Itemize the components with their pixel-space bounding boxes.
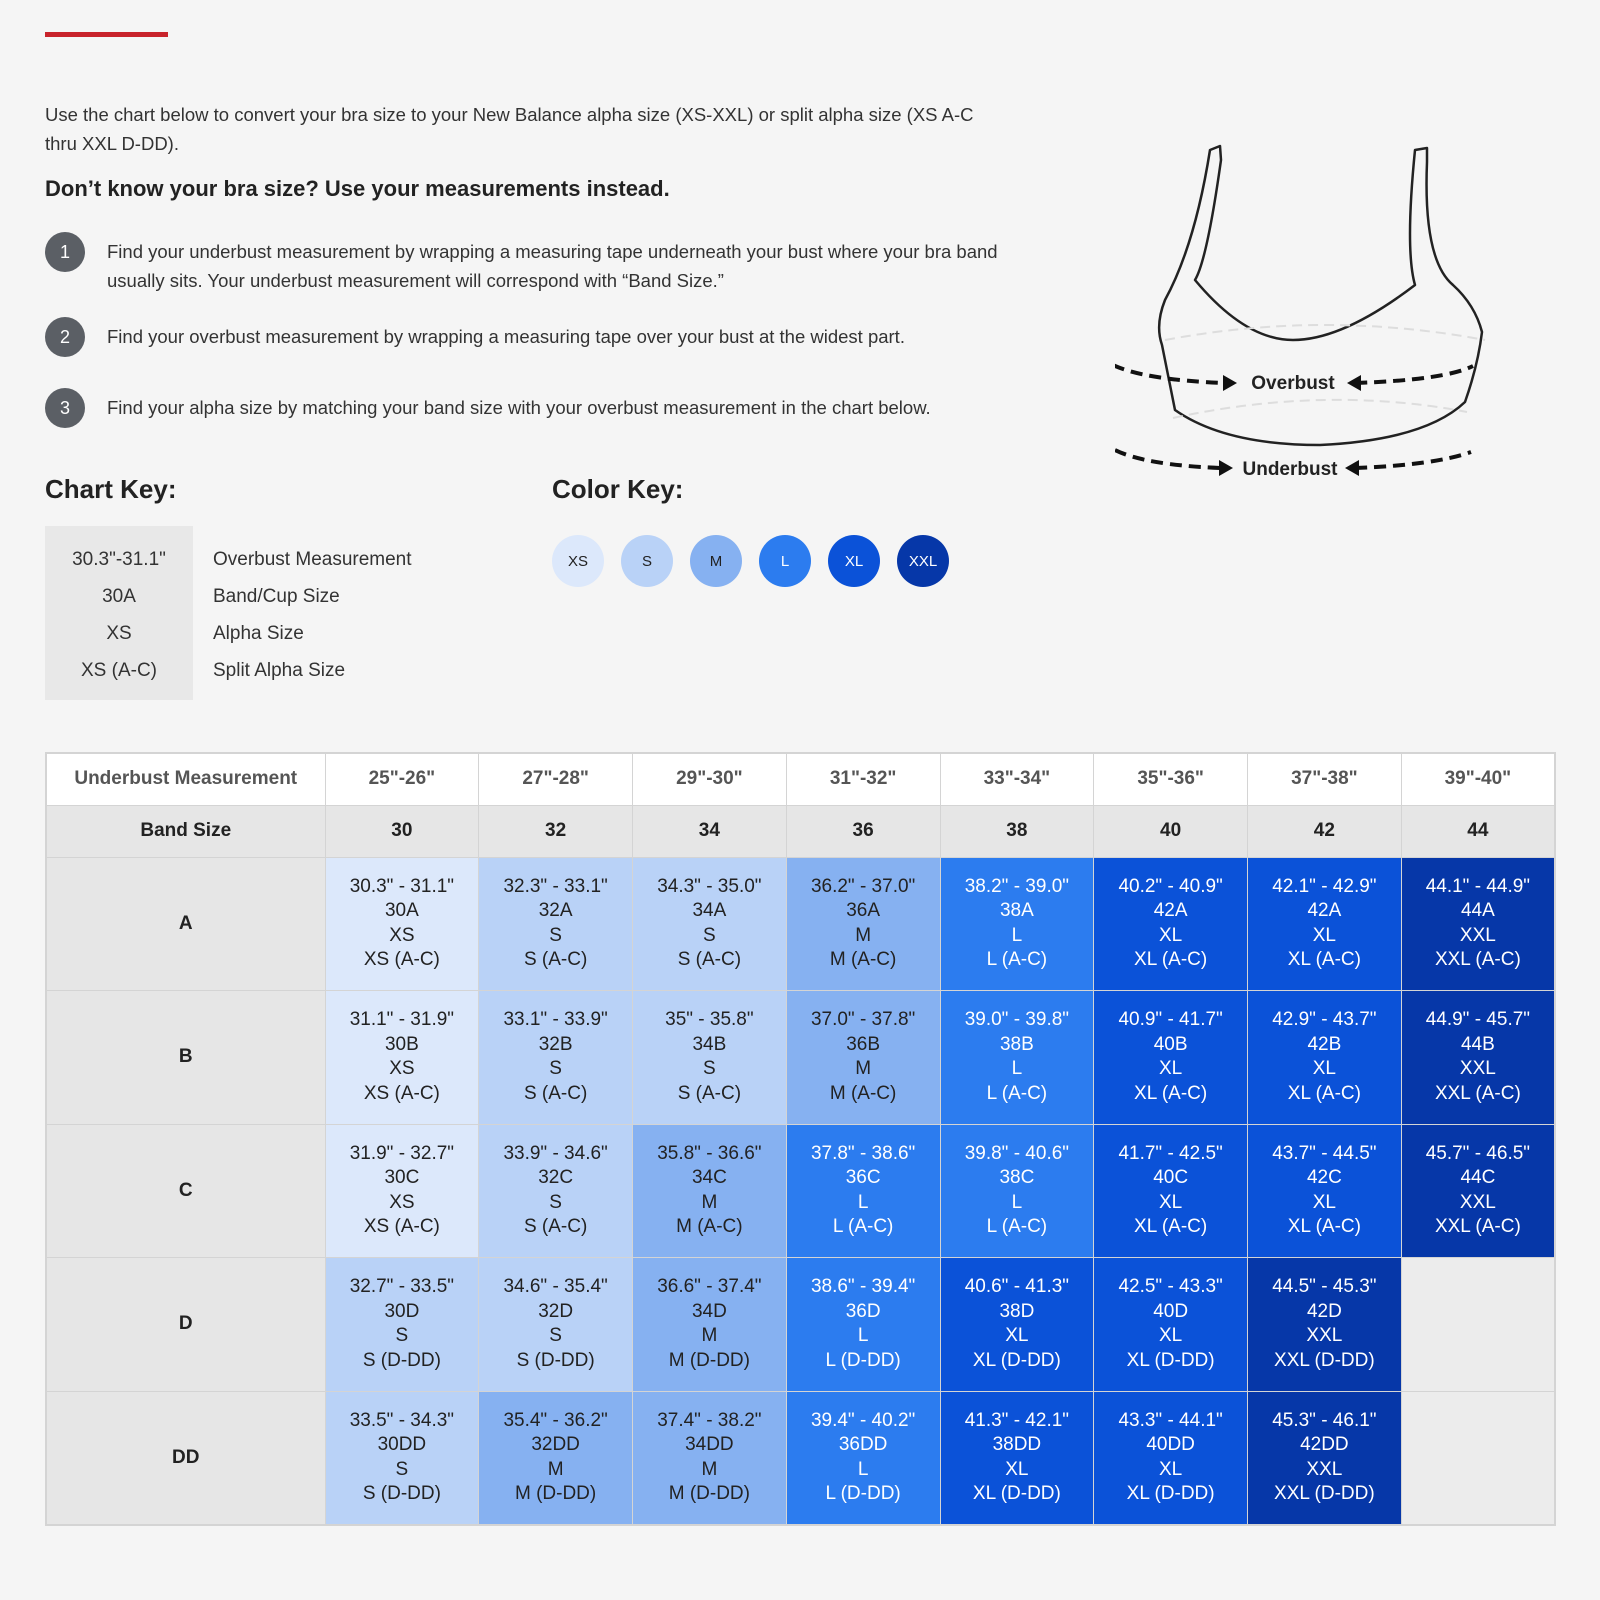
overbust-measurement: 41.7" - 42.5" [1118,1142,1223,1164]
size-swatch-s: S [621,535,673,587]
overbust-measurement: 39.4" - 40.2" [810,1409,916,1431]
underbust-header-row [46,753,1555,805]
split-alpha-size: S (A-C) [677,1082,742,1104]
band-size: 30 [325,805,479,857]
size-cell [1248,1124,1402,1258]
cup-row-c [46,1124,1555,1258]
size-cell [1094,857,1248,991]
alpha-size: XXL [1459,1191,1496,1213]
band-cup-size: 36B [846,1033,881,1055]
intro-text: Use the chart below to convert your bra size to your New Balance alpha size (XS-XXL) or split alpha size (XS A-C thru XXL D-DD). [45,104,974,154]
chart-key-sample: 30A [102,585,136,607]
split-alpha-size: L (A-C) [986,1082,1048,1104]
alpha-size: XL [1312,1058,1336,1080]
split-alpha-size: XXL (D-DD) [1274,1483,1375,1504]
band-cup-size: 44C [1460,1167,1496,1189]
overbust-measurement: 43.3" - 44.1" [1118,1409,1223,1431]
chart-key-sample: XS [106,622,132,644]
overbust-measurement: 32.7" - 33.5" [349,1276,455,1298]
size-cell [1094,991,1248,1125]
band-size: 40 [1094,805,1248,857]
split-alpha-size: L (D-DD) [825,1483,901,1504]
measurements-heading: Don’t know your bra size? Use your measurements instead. [45,176,670,201]
size-swatch-m: M [690,535,742,587]
overbust-label: Overbust [1251,373,1335,394]
size-cell [633,1124,787,1258]
size-cell [325,1391,479,1525]
split-alpha-size: XL (D-DD) [1126,1349,1215,1371]
step-2 [45,317,1015,357]
size-cell [1094,1124,1248,1258]
size-cell [1094,1258,1248,1392]
band-cup-size: 42A [1307,900,1342,922]
band-cup-size: 38DD [992,1434,1042,1455]
band-cup-size: 30A [384,900,419,922]
band-cup-size: 36D [845,1300,881,1322]
alpha-size: L [1011,1058,1023,1080]
overbust-measurement: 35.4" - 36.2" [503,1409,608,1431]
band-cup-size: 32C [538,1167,574,1189]
size-cell [633,1391,787,1525]
split-alpha-size: L (A-C) [832,1216,894,1238]
alpha-size: XL [1159,1058,1183,1080]
cup-row-b [46,991,1555,1125]
alpha-size: XS [389,1058,415,1080]
cup-label: B [46,991,325,1125]
alpha-size: L [1011,924,1023,946]
underbust-range: 35"-36" [1094,753,1248,805]
overbust-measurement: 38.6" - 39.4" [810,1276,916,1298]
step-text: Find your underbust measurement by wrapping a measuring tape underneath your bust where your bra band usually sits. Your underbust measurement will correspond with “Band Size.” [107,241,998,291]
alpha-size: XL [1005,1458,1029,1480]
size-cell [940,1258,1094,1392]
cup-label: D [46,1258,325,1392]
size-cell [479,1258,633,1392]
overbust-measurement: 44.5" - 45.3" [1272,1276,1377,1298]
split-alpha-size: XL (A-C) [1287,1082,1361,1104]
size-swatch-l: L [759,535,811,587]
split-alpha-size: L (D-DD) [825,1349,901,1371]
overbust-measurement: 37.8" - 38.6" [810,1142,916,1164]
band-cup-size: 34DD [685,1434,734,1455]
alpha-size: XXL [1459,924,1496,946]
band-size: 36 [786,805,940,857]
alpha-size: M [701,1458,718,1480]
band-cup-size: 38D [999,1300,1035,1322]
split-alpha-size: S (A-C) [523,949,588,971]
step-text: Find your overbust measurement by wrapping a measuring tape over your bust at the widest part. [107,326,905,347]
band-cup-size: 36A [846,900,881,922]
overbust-measurement: 44.1" - 44.9" [1425,875,1531,897]
size-cell [479,991,633,1125]
split-alpha-size: S (A-C) [677,949,742,971]
band-cup-size: 34D [691,1300,727,1322]
overbust-measurement: 31.1" - 31.9" [349,1009,455,1031]
cup-row-a [46,857,1555,991]
chart-key-label: Band/Cup Size [213,585,340,607]
split-alpha-size: M (A-C) [829,1082,897,1104]
step-number-badge: 2 [45,317,85,357]
overbust-measurement: 33.9" - 34.6" [503,1142,608,1164]
size-cell [940,1124,1094,1258]
alpha-size: M [855,924,872,946]
empty-cell [1401,1258,1555,1392]
underbust-range: 25"-26" [325,753,479,805]
size-cell [633,1258,787,1392]
band-cup-size: 30D [384,1300,420,1322]
overbust-measurement: 36.6" - 37.4" [657,1276,762,1298]
alpha-size: L [1011,1191,1023,1213]
overbust-measurement: 42.9" - 43.7" [1272,1009,1377,1031]
overbust-measurement: 42.1" - 42.9" [1272,875,1377,897]
step-number-badge: 3 [45,388,85,428]
color-key-swatches [552,535,966,587]
alpha-size: S [549,924,562,946]
alpha-size: S [549,1058,562,1080]
band-cup-size: 42DD [1300,1434,1349,1455]
band-cup-size: 34A [692,900,727,922]
band-cup-size: 36DD [838,1434,888,1455]
alpha-size: XS [389,924,415,946]
split-alpha-size: XXL (A-C) [1434,1082,1521,1104]
band-cup-size: 32B [538,1033,573,1055]
split-alpha-size: XL (A-C) [1134,1082,1208,1104]
cup-label: DD [46,1391,325,1525]
size-cell [1401,1124,1555,1258]
overbust-measurement: 30.3" - 31.1" [349,875,455,897]
size-swatch-xl: XL [828,535,880,587]
empty-cell [1401,1391,1555,1525]
overbust-measurement: 37.0" - 37.8" [810,1009,916,1031]
split-alpha-size: XL (A-C) [1287,949,1361,971]
band-cup-size: 38C [999,1167,1035,1189]
band-size: 32 [479,805,633,857]
split-alpha-size: XL (A-C) [1287,1216,1361,1238]
split-alpha-size: M (D-DD) [514,1483,597,1504]
size-cell [1401,991,1555,1125]
size-cell [479,1391,633,1525]
sports-bra-diagram [1115,140,1535,490]
band-size: 38 [940,805,1094,857]
underbust-range: 31"-32" [786,753,940,805]
alpha-size: XL [1312,924,1336,946]
size-cell [786,1391,940,1525]
band-cup-size: 30DD [377,1434,427,1455]
band-cup-size: 32D [538,1300,574,1322]
overbust-measurement: 43.7" - 44.5" [1272,1142,1377,1164]
band-cup-size: 42C [1306,1167,1342,1189]
underbust-header-label: Underbust Measurement [46,753,325,805]
size-cell [633,991,787,1125]
alpha-size: S [549,1325,562,1347]
chart-key-title: Chart Key: [45,474,177,504]
band-cup-size: 40D [1153,1300,1189,1322]
alpha-size: L [857,1191,869,1213]
alpha-size: M [701,1191,718,1213]
size-cell [325,1258,479,1392]
overbust-measurement: 33.1" - 33.9" [503,1009,608,1031]
alpha-size: S [395,1458,409,1480]
chart-key-label: Overbust Measurement [213,548,412,570]
alpha-size: L [857,1458,869,1480]
overbust-measurement: 40.9" - 41.7" [1118,1009,1223,1031]
split-alpha-size: S (A-C) [523,1082,588,1104]
band-cup-size: 42A [1153,900,1188,922]
chart-key-label: Alpha Size [213,622,304,644]
split-alpha-size: S (D-DD) [362,1349,441,1371]
overbust-measurement: 34.6" - 35.4" [503,1276,608,1298]
overbust-measurement: 39.0" - 39.8" [964,1009,1070,1031]
chart-key-sample: XS (A-C) [81,659,157,681]
size-cell [1248,857,1402,991]
band-size: 34 [633,805,787,857]
size-cell [786,857,940,991]
alpha-size: M [547,1458,564,1480]
overbust-measurement: 36.2" - 37.0" [810,875,916,897]
size-cell [479,857,633,991]
overbust-measurement: 42.5" - 43.3" [1118,1276,1223,1298]
chart-key-label: Split Alpha Size [213,659,346,681]
alpha-size: L [857,1325,869,1347]
size-cell [786,1124,940,1258]
cup-label: C [46,1124,325,1258]
size-cell [1248,1258,1402,1392]
split-alpha-size: M (D-DD) [668,1483,750,1504]
band-size-label: Band Size [46,805,325,857]
band-size: 42 [1248,805,1402,857]
split-alpha-size: XXL (D-DD) [1274,1349,1375,1371]
alpha-size: XL [1159,1458,1183,1480]
band-cup-size: 44A [1460,900,1495,922]
split-alpha-size: XS (A-C) [363,1216,440,1238]
band-cup-size: 30C [384,1167,420,1189]
overbust-measurement: 32.3" - 33.1" [503,875,608,897]
band-cup-size: 34B [692,1033,727,1055]
overbust-measurement: 31.9" - 32.7" [349,1142,455,1164]
split-alpha-size: XL (D-DD) [972,1483,1061,1504]
split-alpha-size: XS (A-C) [363,1082,440,1104]
overbust-measurement: 45.3" - 46.1" [1272,1409,1377,1431]
size-swatch-xs: XS [552,535,604,587]
size-cell [786,1258,940,1392]
size-cell [325,1124,479,1258]
band-cup-size: 40DD [1146,1434,1195,1455]
overbust-measurement: 35.8" - 36.6" [657,1142,762,1164]
underbust-range: 29"-30" [633,753,787,805]
overbust-measurement: 34.3" - 35.0" [657,875,762,897]
size-cell [1248,991,1402,1125]
underbust-range: 27"-28" [479,753,633,805]
underbust-range: 37"-38" [1248,753,1402,805]
underbust-range: 33"-34" [940,753,1094,805]
split-alpha-size: S (D-DD) [362,1483,441,1504]
size-cell [1248,1391,1402,1525]
band-cup-size: 32A [538,900,573,922]
overbust-measurement: 41.3" - 42.1" [964,1409,1070,1431]
overbust-measurement: 39.8" - 40.6" [964,1142,1070,1164]
band-cup-size: 34C [691,1167,727,1189]
band-cup-size: 36C [845,1167,881,1189]
split-alpha-size: L (A-C) [986,949,1048,971]
band-cup-size: 32DD [531,1434,580,1455]
overbust-measurement: 45.7" - 46.5" [1425,1142,1531,1164]
alpha-size: XXL [1306,1325,1343,1347]
alpha-size: XXL [1306,1458,1343,1480]
size-swatch-xxl: XXL [897,535,949,587]
split-alpha-size: XXL (A-C) [1434,1216,1521,1238]
overbust-measurement: 33.5" - 34.3" [349,1409,455,1431]
alpha-size: S [703,924,716,946]
size-cell [940,1391,1094,1525]
split-alpha-size: M (D-DD) [668,1349,750,1371]
split-alpha-size: XL (A-C) [1134,1216,1208,1238]
band-size: 44 [1401,805,1555,857]
band-cup-size: 38B [999,1033,1034,1055]
size-chart-table [45,752,1556,1526]
alpha-size: XXL [1459,1058,1496,1080]
band-cup-size: 42D [1306,1300,1342,1322]
accent-bar [45,32,168,37]
band-cup-size: 42B [1307,1033,1342,1055]
color-key-title: Color Key: [552,474,684,504]
split-alpha-size: XL (D-DD) [972,1349,1061,1371]
alpha-size: XS [389,1191,415,1213]
step-text: Find your alpha size by matching your band size with your overbust measurement in the chart below. [107,397,931,418]
step-3 [45,388,1015,428]
band-cup-size: 40B [1153,1033,1188,1055]
band-size-row [46,805,1555,857]
split-alpha-size: XL (A-C) [1134,949,1208,971]
size-cell [1094,1391,1248,1525]
step-1 [45,232,1015,295]
underbust-label: Underbust [1242,459,1338,480]
split-alpha-size: S (D-DD) [516,1349,595,1371]
alpha-size: S [703,1058,716,1080]
size-cell [786,991,940,1125]
size-cell [940,857,1094,991]
split-alpha-size: XXL (A-C) [1434,949,1521,971]
size-cell [479,1124,633,1258]
alpha-size: XL [1159,924,1183,946]
cup-row-dd [46,1391,1555,1525]
alpha-size: M [701,1325,718,1347]
alpha-size: S [549,1191,562,1213]
alpha-size: M [855,1058,872,1080]
overbust-measurement: 40.2" - 40.9" [1118,875,1223,897]
split-alpha-size: M (A-C) [676,1216,743,1238]
overbust-measurement: 38.2" - 39.0" [964,875,1070,897]
band-cup-size: 40C [1153,1167,1189,1189]
split-alpha-size: XL (D-DD) [1126,1483,1215,1504]
size-cell [325,857,479,991]
band-cup-size: 44B [1460,1033,1495,1055]
split-alpha-size: L (A-C) [986,1216,1048,1238]
alpha-size: XL [1005,1325,1029,1347]
size-cell [325,991,479,1125]
band-cup-size: 38A [999,900,1034,922]
overbust-measurement: 37.4" - 38.2" [657,1409,762,1431]
size-cell [633,857,787,991]
size-cell [940,991,1094,1125]
size-cell [1401,857,1555,991]
alpha-size: XL [1312,1191,1336,1213]
alpha-size: XL [1159,1191,1183,1213]
alpha-size: XL [1159,1325,1183,1347]
chart-key-sample: 30.3"-31.1" [72,548,166,570]
split-alpha-size: S (A-C) [523,1216,588,1238]
overbust-measurement: 40.6" - 41.3" [964,1276,1070,1298]
underbust-range: 39"-40" [1401,753,1555,805]
split-alpha-size: M (A-C) [829,949,897,971]
band-cup-size: 30B [384,1033,419,1055]
overbust-measurement: 35" - 35.8" [665,1009,754,1031]
step-number-badge: 1 [45,232,85,272]
split-alpha-size: XS (A-C) [363,949,440,971]
cup-label: A [46,857,325,991]
cup-row-d [46,1258,1555,1392]
overbust-measurement: 44.9" - 45.7" [1425,1009,1531,1031]
alpha-size: S [395,1325,409,1347]
